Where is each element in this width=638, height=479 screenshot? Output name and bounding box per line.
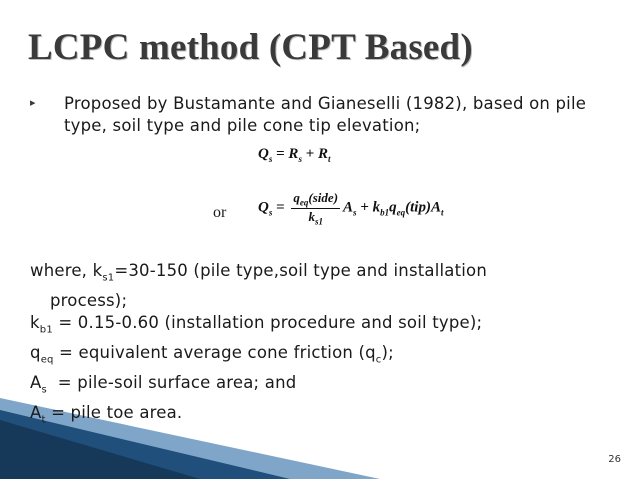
equation-qs-lcpc: $Q_s$ = $\frac{q_{eq}(side)}{k_{s1}}$ $A_s + k_{b1}q_{eq}(tip)A_t$ [258, 190, 444, 227]
definition-as: $A_s$ = pile-soil surface area; and [30, 372, 297, 396]
bullet-text: Proposed by Bustamante and Gianeselli (1982), based on pile type, soil type and pile cone tip elevation; [64, 94, 587, 135]
equation-qs-sum: $Q_s = R_s + R_t$ [258, 146, 331, 164]
or-label: or [213, 204, 227, 221]
definition-at: $A_t$ = pile toe area. [30, 402, 183, 425]
definition-ks1: where, $k_{s1}=30-150$ (pile type,soil type and installation [30, 261, 488, 284]
bullet-item [30, 93, 620, 137]
page-number: 26 [608, 454, 621, 465]
slide-title: LCPC method (CPT Based) [28, 27, 473, 68]
definition-kb1: $k_{b1} = 0.15-0.60$ (installation procedure and soil type); [30, 313, 483, 336]
definition-ks1-continued: process); [50, 290, 128, 310]
definitions-block [30, 260, 620, 431]
definition-qeq: $q_{eq}$ = equivalent average cone friction $(q_c)$; [30, 343, 394, 366]
triangle-bullet-icon: ▸ [30, 96, 36, 109]
fraction: $\frac{q_{eq}(side)}{k_{s1}}$ [293, 190, 339, 227]
